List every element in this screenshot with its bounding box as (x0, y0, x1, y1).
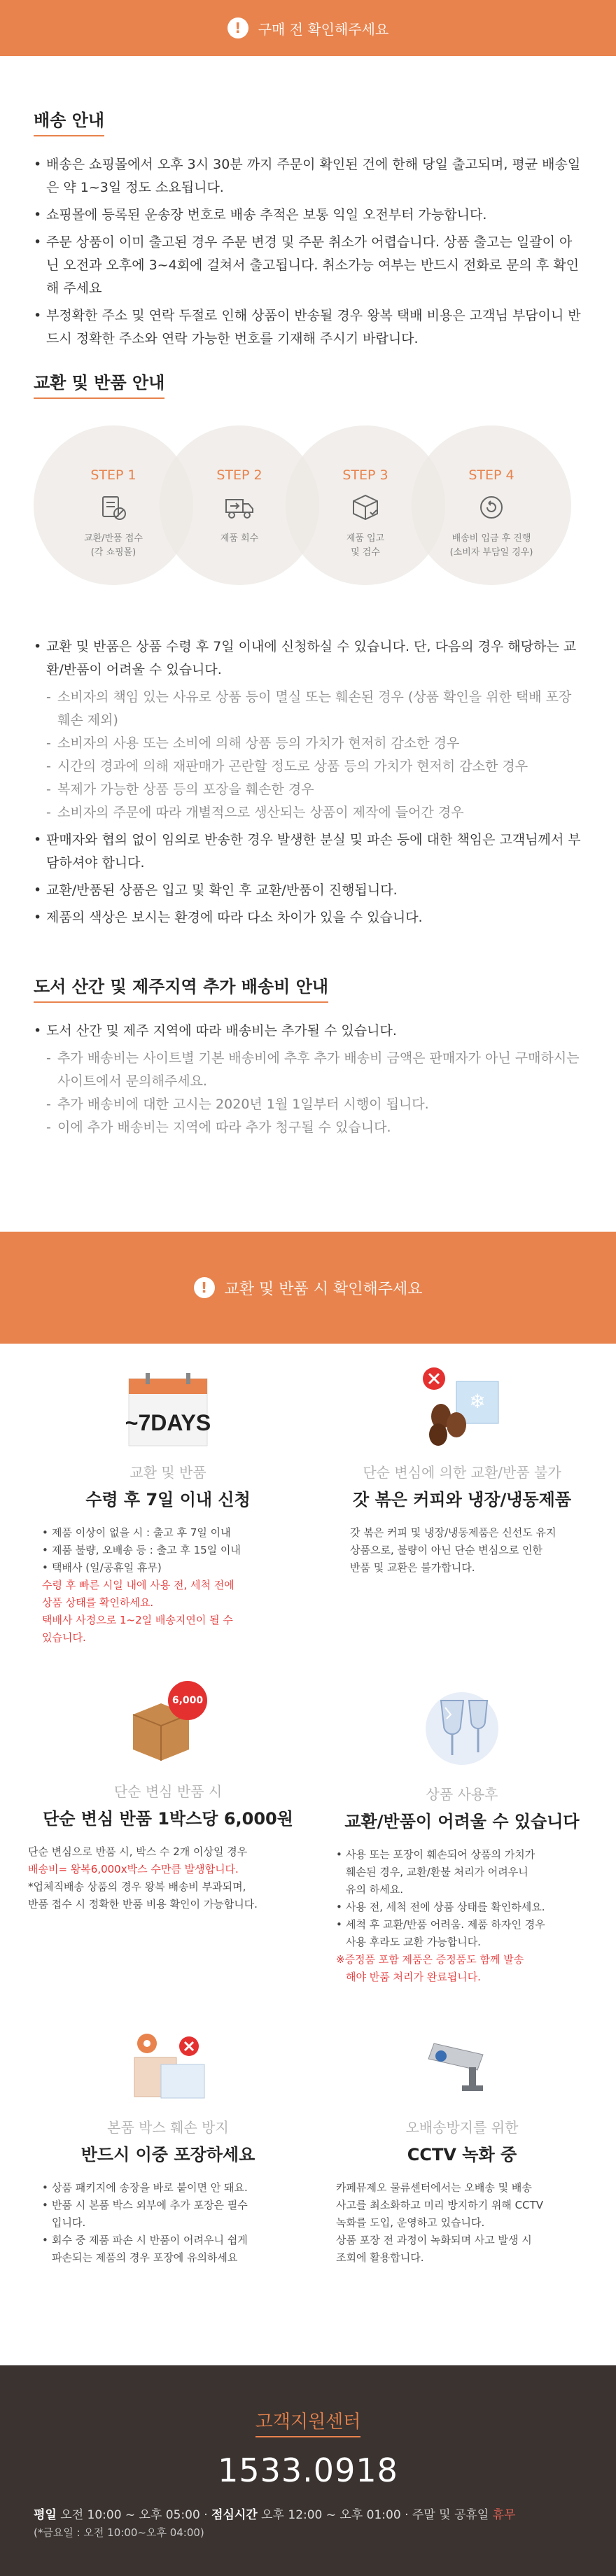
card-coffee (322, 1358, 602, 1577)
card-line: 녹화를 도입, 운영하고 있습니다. (336, 2216, 485, 2229)
card-line-warning: 택배사 사정으로 1~2일 배송지연이 될 수 (42, 1614, 233, 1626)
list-subitem: - 복제가 가능한 상품 등의 포장을 훼손한 경우 (34, 778, 582, 801)
list-item: • 배송은 쇼핑몰에서 오후 3시 30분 까지 주문이 확인된 건에 한해 당일 출고되며, 평균 배송일은 약 1~3일 정도 소요됩니다. (34, 153, 582, 199)
card-line: 상품으로, 불량이 아닌 단순 변심으로 인한 (350, 1544, 542, 1556)
card-line: 입니다. (52, 2216, 86, 2229)
mid-banner (0, 1232, 616, 1344)
top-banner-label: 구매 전 확인해주세요 (258, 20, 389, 38)
weekend-label: 주말 및 공휴일 (412, 2508, 489, 2522)
card-title: CCTV 녹화 중 (407, 2145, 517, 2165)
card-line: 반품 접수 시 정확한 반품 비용 확인이 가능합니다. (28, 1898, 258, 1910)
card-title: 반드시 이중 포장하세요 (80, 2145, 255, 2165)
card-line-warning: 배송비= 왕복6,000x박스 수만큼 발생합니다. (28, 1863, 239, 1875)
card-line: 사용 후라도 교환 가능합니다. (346, 1936, 481, 1948)
card-line-warning: 수령 후 빠른 시일 내에 사용 전, 세척 전에 (42, 1579, 234, 1591)
card-line: • 사용 또는 포장이 훼손되어 상품의 가치가 (336, 1846, 602, 1864)
card-double-pack (28, 2022, 308, 2267)
list-subitem: - 소비자의 사용 또는 소비에 의해 상품 등의 가치가 현저히 감소한 경우 (34, 732, 582, 755)
coffee-frozen-icon (413, 1358, 511, 1449)
cctv-camera-icon (413, 2022, 511, 2106)
card-line: • 제품 불량, 오배송 등 : 출고 후 15일 이내 (42, 1542, 308, 1559)
box-fee-icon (119, 1680, 217, 1771)
step-number: STEP 3 (342, 467, 388, 483)
card-title: 교환/반품이 어려울 수 있습니다 (344, 1812, 580, 1831)
list-item: • 제품의 색상은 보시는 환경에 따라 다소 차이가 있을 수 있습니다. (34, 906, 582, 929)
list-item: • 주문 상품이 이미 출고된 경우 주문 변경 및 주문 취소가 어렵습니다. 상품 출고는 일괄이 아닌 오전과 오후에 3~4회에 걸쳐서 출고됩니다. 취소가능 여부는 반드시 전화로 문의 후 확인해 주세요 (34, 231, 582, 300)
card-category: 단순 변심 반품 시 (113, 1783, 223, 1800)
list-item: • 교환 및 반품은 상품 수령 후 7일 이내에 신청하실 수 있습니다. 단, 다음의 경우 해당하는 교환/반품이 어려울 수 있습니다. (34, 635, 582, 682)
card-line-warning: 상품 상태를 확인하세요. (42, 1596, 154, 1609)
card-line: 사고를 최소화하고 미리 방지하기 위해 CCTV (336, 2199, 544, 2211)
card-body (322, 1524, 602, 1577)
card-line: 조회에 활용합니다. (336, 2251, 424, 2264)
package-label-icon (119, 2022, 217, 2106)
friday-note: (*금요일 : 오전 10:00~오후 04:00) (34, 2526, 204, 2539)
remote-title: 도서 산간 및 제주지역 추가 배송비 안내 (34, 973, 328, 1003)
step-label: 배송비 입금 후 진행 (소비자 부담일 경우) (449, 533, 533, 558)
list-subitem: - 소비자의 책임 있는 사유로 상품 등이 멸실 또는 훼손된 경우 (상품 확인을 위한 택배 포장 훼손 제외) (34, 686, 582, 732)
footer-title: 고객지원센터 (255, 2407, 361, 2437)
step-4 (412, 425, 571, 585)
card-line: 상품 포장 전 과정이 녹화되며 사고 발생 시 (336, 2234, 532, 2246)
step-label: 교환/반품 접수 (각 쇼핑몰) (84, 533, 143, 558)
list-subitem: - 소비자의 주문에 따라 개별적으로 생산되는 상품이 제작에 들어간 경우 (34, 801, 582, 824)
card-7days (28, 1372, 308, 1647)
broken-glass-icon (413, 1680, 511, 1771)
list-subitem: - 추가 배송비에 대한 고시는 2020년 1월 1일부터 시행이 됩니다. (34, 1093, 582, 1116)
card-line: 카페뮤제오 물류센터에서는 오배송 및 배송 (336, 2181, 532, 2194)
card-line: 반품 및 교환은 불가합니다. (350, 1561, 475, 1574)
card-title: 단순 변심 반품 1박스당 6,000원 (43, 1809, 293, 1829)
calendar-icon (126, 1372, 210, 1449)
card-body (28, 2179, 308, 2267)
phone-number[interactable]: 1533.0918 (218, 2451, 398, 2489)
top-banner (0, 0, 616, 56)
weekday-label: 평일 (34, 2508, 57, 2522)
card-body (322, 1846, 602, 1986)
card-line: • 회수 중 제품 파손 시 반품이 어려우니 쉽게 (42, 2232, 308, 2249)
calendar-text: ~7DAYS (126, 1410, 210, 1435)
step-label: 제품 회수 (220, 533, 259, 544)
step-number: STEP 4 (468, 467, 514, 483)
card-line: *업체직배송 상품의 경우 왕복 배송비 부과되며, (28, 1880, 246, 1893)
customer-center-footer (0, 2365, 616, 2576)
separator: · (405, 2508, 409, 2522)
card-used-product (322, 1680, 602, 1986)
card-line: 갓 볶은 커피 및 냉장/냉동제품은 신선도 유지 (350, 1526, 556, 1539)
card-line: 단순 변심으로 반품 시, 박스 수 2개 이상일 경우 (28, 1845, 248, 1858)
card-line-warning: 해야 반품 처리가 완료됩니다. (346, 1971, 481, 1983)
card-line: • 택배사 (일/공휴일 휴무) (42, 1559, 308, 1577)
delivery-section (34, 106, 582, 351)
delivery-list (34, 153, 582, 351)
list-item: • 도서 산간 및 제주 지역에 따라 배송비는 추가될 수 있습니다. (34, 1020, 582, 1043)
closed-label: 휴무 (492, 2508, 516, 2522)
exchange-title: 교환 및 반품 안내 (34, 369, 164, 399)
lunch-label: 점심시간 (211, 2508, 258, 2522)
card-cctv (322, 2022, 602, 2267)
list-subitem: - 추가 배송비는 사이트별 기본 배송비에 추후 추가 배송비 금액은 판매자가 아닌 구매하시는 사이트에서 문의해주세요. (34, 1047, 582, 1093)
card-line: 유의 하세요. (346, 1883, 403, 1896)
svg-text:❄: ❄ (469, 1390, 486, 1413)
card-return-fee (28, 1680, 308, 1913)
lunch-hours: 오후 12:00 ~ 오후 01:00 (261, 2508, 401, 2522)
card-line-warning: ※증정품 포함 제품은 증정품도 함께 발송 (336, 1953, 524, 1966)
box-check-icon (349, 491, 382, 523)
mid-banner-label: 교환 및 반품 시 확인해주세요 (224, 1280, 423, 1298)
card-category: 단순 변심에 의한 교환/반품 불가 (363, 1464, 561, 1481)
remote-section (34, 973, 582, 1139)
list-subitem: - 시간의 경과에 의해 재판매가 곤란할 정도로 상품 등의 가치가 현저히 감소한 경우 (34, 755, 582, 778)
exclamation-icon: ! (227, 17, 248, 38)
delivery-title: 배송 안내 (34, 106, 104, 136)
step-number: STEP 2 (216, 467, 262, 483)
list-subitem: - 이에 추가 배송비는 지역에 따라 추가 청구될 수 있습니다. (34, 1116, 582, 1139)
step-label: 제품 입고 및 검수 (346, 533, 385, 558)
card-body (28, 1843, 308, 1913)
exchange-section (34, 369, 582, 929)
exclamation-icon: ! (194, 1277, 215, 1298)
card-category: 본품 박스 훼손 방지 (107, 2119, 229, 2136)
fee-badge: 6,000 (168, 1681, 207, 1720)
card-line: • 사용 전, 세척 전에 상품 상태를 확인하세요. (336, 1899, 602, 1916)
card-line: • 반품 시 본품 박스 외부에 추가 포장은 필수 (42, 2197, 308, 2214)
card-line-warning: 있습니다. (42, 1631, 86, 1644)
card-category: 오배송방지를 위한 (405, 2119, 519, 2136)
card-line: • 세척 후 교환/반품 어려움. 제품 하자인 경우 (336, 1916, 602, 1934)
card-line: 파손되는 제품의 경우 포장에 유의하세요 (52, 2251, 238, 2264)
business-hours (0, 2505, 616, 2522)
card-title: 갓 볶은 커피와 냉장/냉동제품 (352, 1490, 572, 1509)
card-body (322, 2179, 602, 2267)
weekday-hours: 오전 10:00 ~ 오후 05:00 (60, 2508, 200, 2522)
exchange-list (34, 635, 582, 929)
list-item: • 부정확한 주소 및 연락 두절로 인해 상품이 반송될 경우 왕복 택배 비용은 고객님 부담이니 반드시 정확한 주소와 연락 가능한 번호를 기재해 주시기 바랍니다. (34, 304, 582, 351)
document-cancel-icon (97, 491, 130, 523)
list-item: • 교환/반품된 상품은 입고 및 확인 후 교환/반품이 진행됩니다. (34, 879, 582, 902)
truck-icon (223, 491, 255, 523)
refresh-icon (475, 491, 507, 523)
list-item: • 쇼핑몰에 등록된 운송장 번호로 배송 추적은 보통 익일 오전부터 가능합니다. (34, 204, 582, 227)
remote-list (34, 1020, 582, 1139)
card-title: 수령 후 7일 이내 신청 (85, 1490, 251, 1509)
step-flow (34, 425, 582, 607)
card-category: 상품 사용후 (426, 1786, 498, 1803)
card-body (28, 1524, 308, 1647)
card-line: • 제품 이상이 없을 시 : 출고 후 7일 이내 (42, 1524, 308, 1542)
separator: · (204, 2508, 208, 2522)
card-category: 교환 및 반품 (130, 1464, 206, 1481)
card-line: • 상품 패키지에 송장을 바로 붙이면 안 돼요. (42, 2179, 308, 2197)
step-number: STEP 1 (90, 467, 136, 483)
list-item: • 판매자와 협의 없이 임의로 반송한 경우 발생한 분실 및 파손 등에 대한 책임은 고객님께서 부담하셔야 합니다. (34, 829, 582, 875)
card-line: 훼손된 경우, 교환/환불 처리가 어려우니 (346, 1866, 528, 1878)
